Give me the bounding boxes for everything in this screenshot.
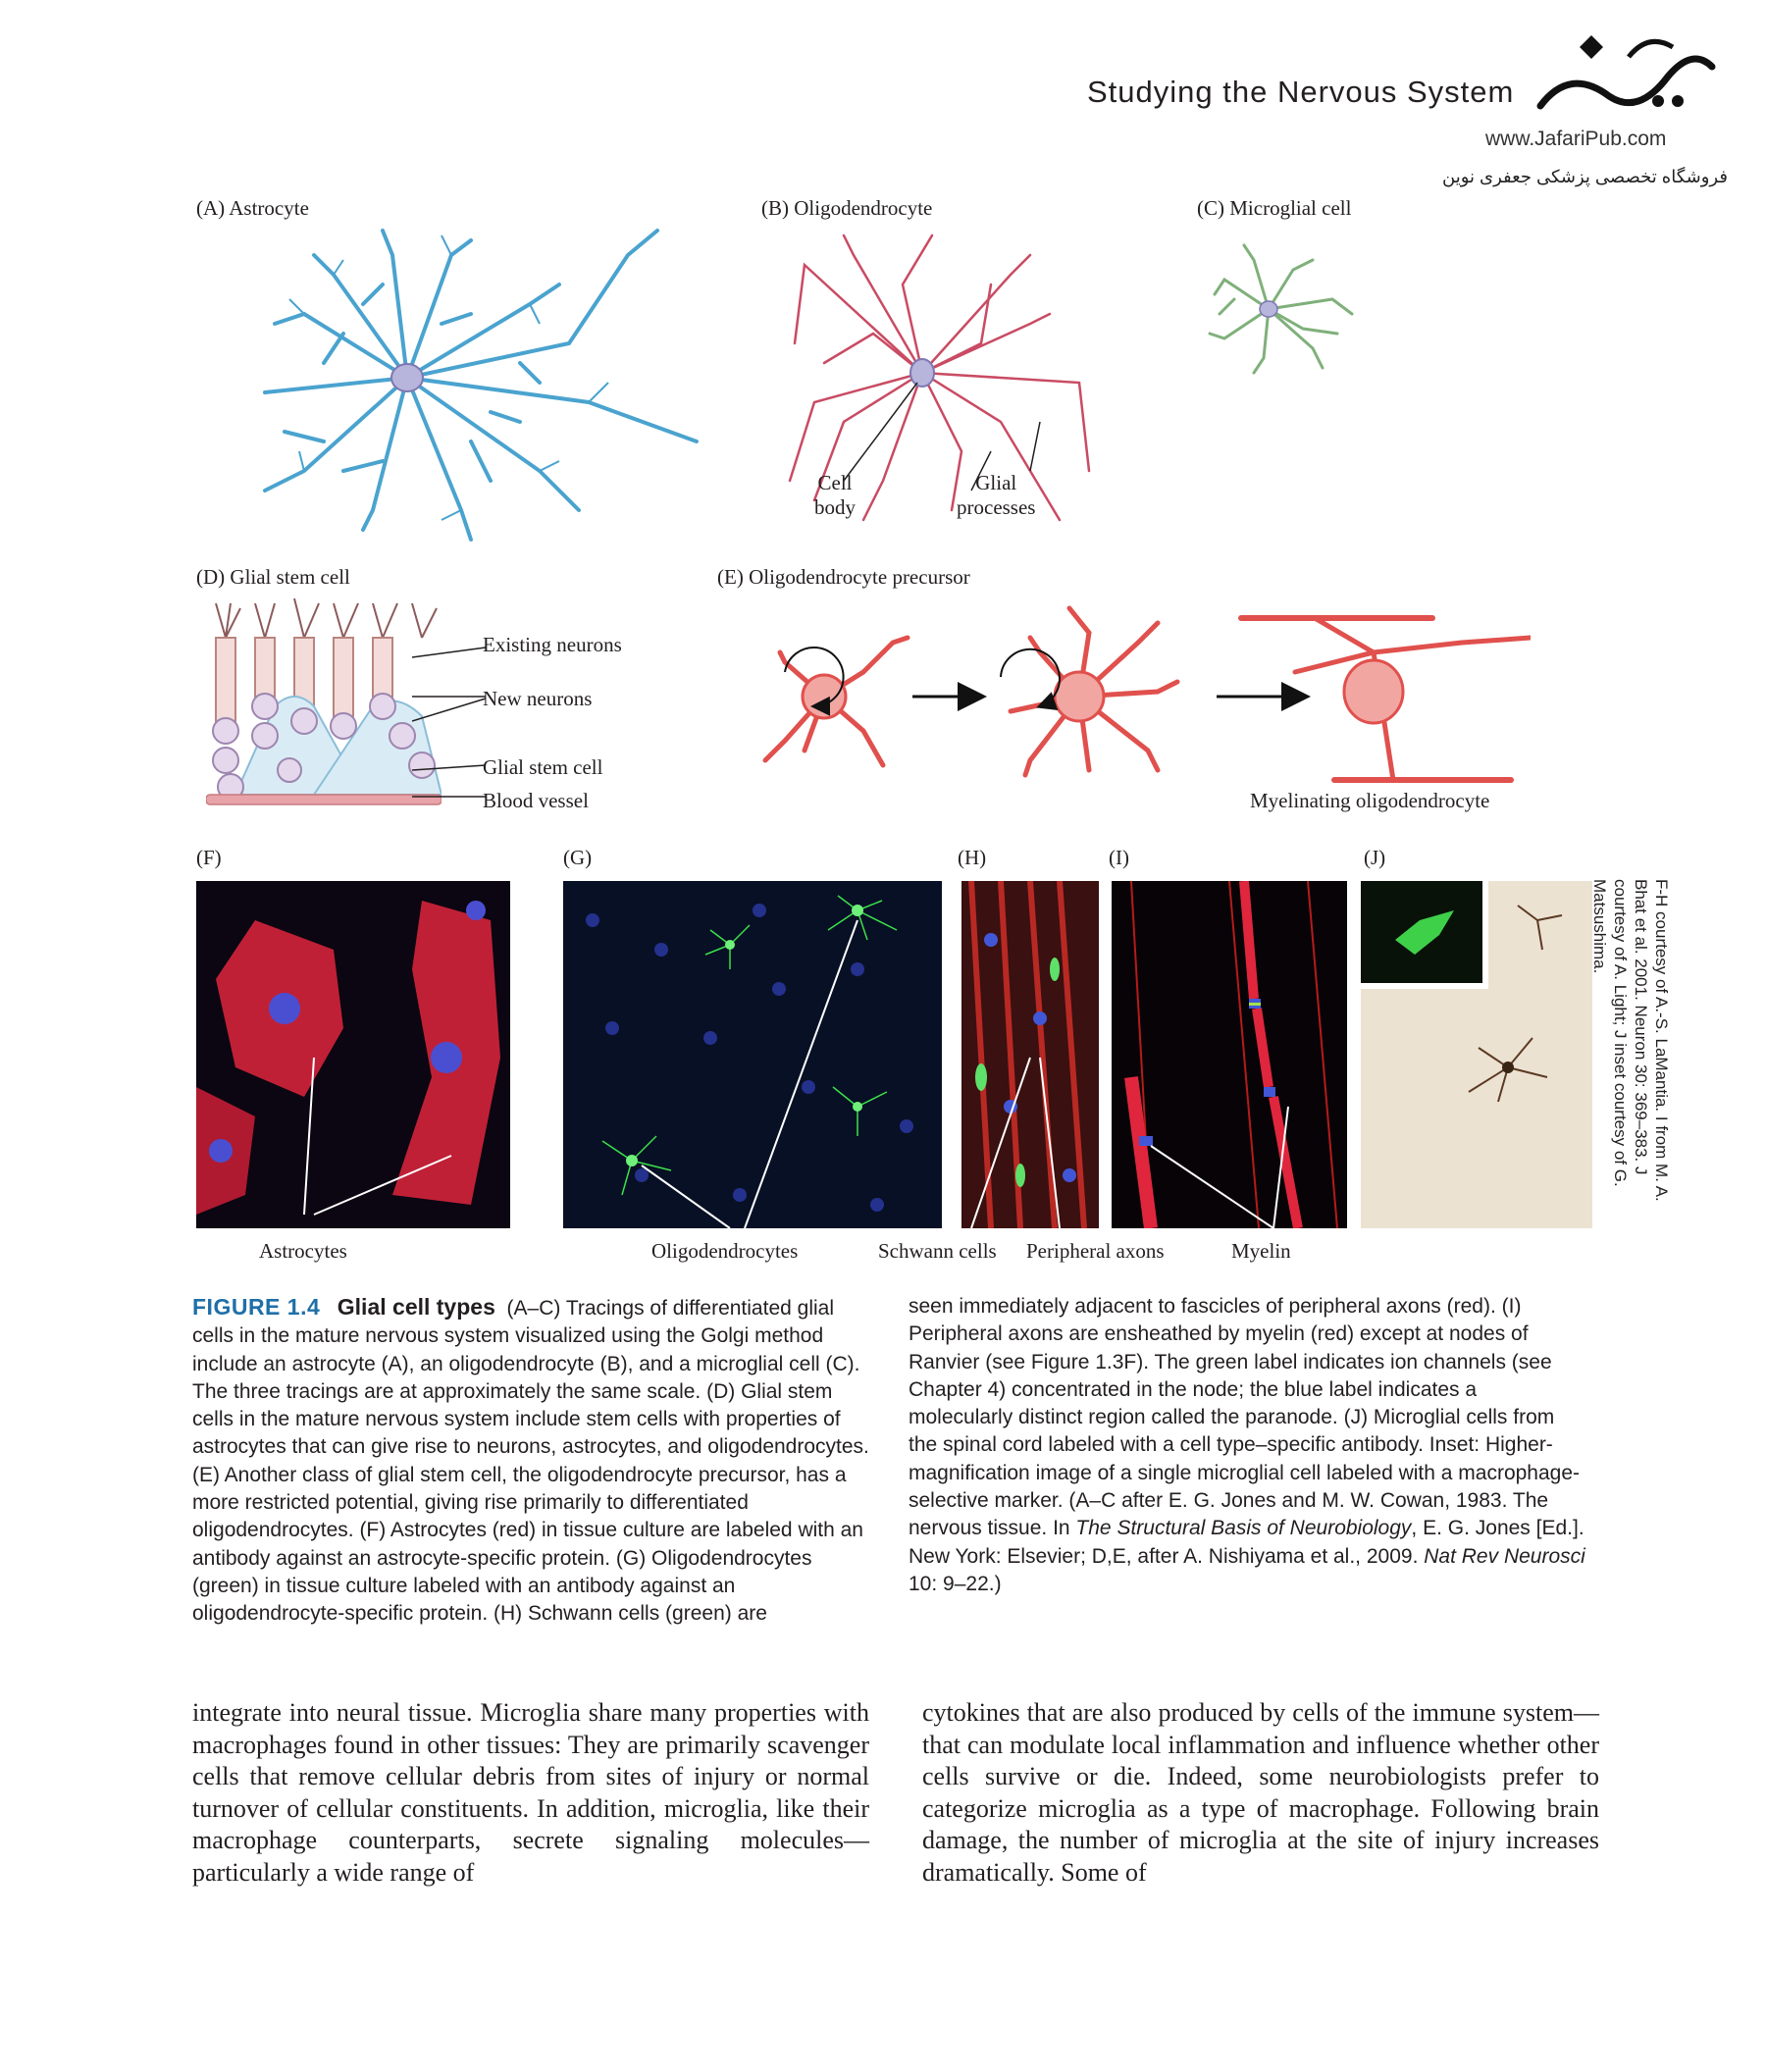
panel-e-label: (E) Oligodendrocyte precursor	[717, 565, 970, 589]
figure-title: Glial cell types	[337, 1294, 495, 1320]
panel-c-label: (C) Microglial cell	[1197, 196, 1352, 220]
panel-h-label: (H)	[958, 846, 987, 869]
panel-g-label: (G)	[563, 846, 593, 869]
schwann-cells-micrograph	[961, 881, 1099, 1228]
site-url[interactable]: www.JafariPub.com	[1485, 128, 1667, 150]
oligodendrocytes-label: Oligodendrocytes	[651, 1239, 799, 1263]
publisher-logo	[1511, 27, 1737, 140]
caption-text-left: (A–C) Tracings of differentiated glial cells in the mature nervous system visualized using the Golgi method include an astrocyte (A), an oligodendrocyte (B), and a microglial cell (C). The three tracings are at approximately the same scale. (D) Glial stem cells in the mature nervous system include stem cells with properties of astrocytes that can give rise to neurons, astrocytes, and oligodendrocytes. (E) Another class of glial stem cell, the oligodendrocyte precursor, has a more restricted potential, giving rise primarily to differentiated oligodendrocytes. (F) Astrocytes (red) in tissue culture are labeled with an antibody against an astrocyte-specific protein. (G) Oligodendrocytes (green) in tissue culture labeled with an antibody against an oligodendrocyte-specific protein. (H) Schwann cells (green) are	[192, 1297, 869, 1626]
caption-right-column	[909, 1293, 1585, 1598]
myelinating-callout: Myelinating oligodendrocyte	[1250, 789, 1490, 812]
stem-cell-leader-lines	[412, 628, 491, 809]
site-persian-name: فروشگاه تخصصی پزشکی جعفری نوین	[1442, 167, 1728, 186]
glial-processes-callout: Glial processes	[957, 471, 1036, 519]
oligodendrocytes-micrograph	[563, 881, 942, 1228]
glial-stem-cell-diagram	[206, 598, 442, 819]
caption-journal: Nat Rev Neurosci	[1424, 1544, 1585, 1568]
caption-text-right-1: seen immediately adjacent to fascicles of peripheral axons (red). (I) Peripheral axons are ensheathed by myelin (red) except at nodes of Ranvier (see Figure 1.3F). The green label indicates ion channels (see Chapter 4) concentrated in the node; the blue label indicates a molecularly distinct region called the paranode. (J) Microglial cells from the spinal cord labeled with a cell type–specific antibody. Inset: Higher-magnification image of a single microglial cell labeled with a macrophage-selective marker. (A–C after E. G. Jones and M. W. Cowan, 1983. The nervous tissue. In	[909, 1295, 1581, 1540]
peripheral-axons-label: Peripheral axons	[1026, 1239, 1165, 1263]
panel-i-label: (I)	[1109, 846, 1129, 869]
panel-b-label: (B) Oligodendrocyte	[761, 196, 933, 220]
panel-j-label: (J)	[1364, 846, 1386, 869]
glial-stem-cell-callout: Glial stem cell	[483, 755, 603, 779]
microglia-tracing	[1205, 240, 1362, 383]
blood-vessel-callout: Blood vessel	[483, 789, 589, 812]
panel-f-label: (F)	[196, 846, 222, 869]
caption-text-right-2: , E. G. Jones [Ed.]. New York: Elsevier; D,E, after A. Nishiyama et al., 2009.	[909, 1517, 1584, 1568]
astrocytes-label: Astrocytes	[259, 1239, 347, 1263]
caption-left-column	[192, 1293, 869, 1629]
cell-body-callout: Cell body	[814, 471, 856, 519]
microglia-micrograph	[1361, 881, 1592, 1228]
panel-a-label: (A) Astrocyte	[196, 196, 309, 220]
panel-d-label: (D) Glial stem cell	[196, 565, 350, 589]
oligodendrocyte-precursor-diagram	[746, 594, 1531, 795]
astrocytes-micrograph	[196, 881, 510, 1228]
new-neurons-callout: New neurons	[483, 687, 593, 710]
figure-number: FIGURE 1.4	[192, 1294, 321, 1320]
running-head: Studying the Nervous System	[1087, 75, 1515, 109]
body-text-right: cytokines that are also produced by cells of the immune system—that can modulate local inflammation and influence whether other cells survive or die. Indeed, some neurobiologists prefer to categorize microglia as a type of macrophage. Following brain damage, the number of microglia at the site of injury increases dramatically. Some of	[922, 1698, 1599, 1887]
myelin-label: Myelin	[1231, 1239, 1291, 1263]
astrocyte-tracing	[245, 216, 716, 554]
myelin-micrograph	[1112, 881, 1347, 1228]
caption-book-title: The Structural Basis of Neurobiology	[1075, 1517, 1412, 1540]
caption-text-right-3: 10: 9–22.)	[909, 1572, 1002, 1595]
body-text-left: integrate into neural tissue. Microglia share many properties with macrophages found in other tissues: They are primarily scavenger cells that remove cellular debris from sites of injury or normal turnover of cellular constituents. In addition, microglia, like their macrophage counterparts, secrete signaling molecules—particularly a wide range of	[192, 1698, 869, 1887]
existing-neurons-callout: Existing neurons	[483, 633, 622, 656]
schwann-cells-label: Schwann cells	[878, 1239, 997, 1263]
image-credit: F-H courtesy of A.-S. LaMantia. I from M. A. Bhat et al. 2001. Neuron 30: 369–383. J courtesy of A. Light; J inset courtesy of G. Matsushima.	[1590, 879, 1671, 1202]
